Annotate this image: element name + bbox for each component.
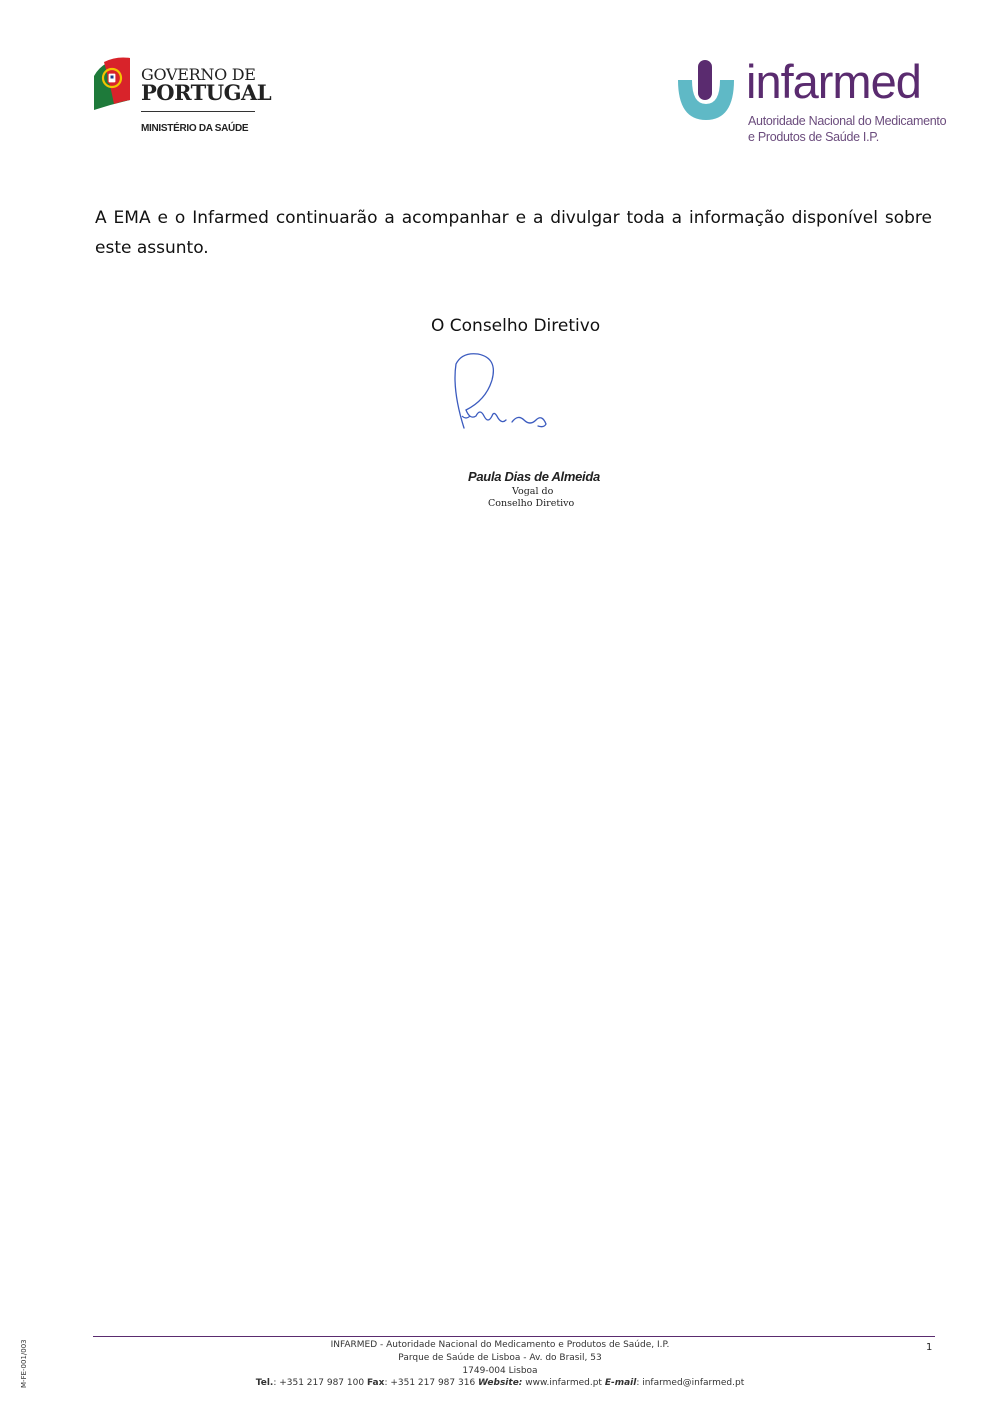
gov-logo-line1: GOVERNO DE bbox=[141, 65, 256, 84]
tel-value: : +351 217 987 100 bbox=[273, 1378, 365, 1388]
page-number: 1 bbox=[926, 1342, 933, 1353]
gov-logo-line2: PORTUGAL bbox=[141, 80, 272, 105]
body-paragraph: A EMA e o Infarmed continuarão a acompanhar e a divulgar toda a informação disponível sobre este assunto. bbox=[95, 208, 932, 258]
form-code: M-FE-001/003 bbox=[20, 1339, 28, 1388]
infarmed-logo-mark bbox=[676, 58, 736, 122]
footer-organization: INFARMED - Autoridade Nacional do Medicamento e Produtos de Saúde, I.P. bbox=[330, 1340, 670, 1350]
website-link[interactable]: www.infarmed.pt bbox=[522, 1378, 602, 1388]
fax-value: : +351 217 987 316 bbox=[384, 1378, 476, 1388]
footer-postcode: 1749-004 Lisboa bbox=[462, 1366, 538, 1376]
website-label: Website: bbox=[478, 1378, 523, 1388]
fax-label: Fax bbox=[366, 1378, 385, 1388]
footer-contacts bbox=[93, 1378, 907, 1388]
infarmed-logo-subtitle-1: Autoridade Nacional do Medicamento bbox=[748, 114, 947, 128]
gov-logo-ministry: MINISTÉRIO DA SAÚDE bbox=[141, 123, 249, 134]
infarmed-logo-subtitle-2: e Produtos de Saúde I.P. bbox=[748, 130, 879, 144]
email-label: E-mail bbox=[604, 1378, 637, 1388]
footer-address: Parque de Saúde de Lisboa - Av. do Brasil, 53 bbox=[398, 1353, 602, 1363]
footer-divider bbox=[93, 1336, 935, 1337]
gov-logo-divider bbox=[141, 111, 255, 112]
infarmed-logo-wordmark: infarmed bbox=[746, 55, 921, 108]
signatory-role-line2: Conselho Diretivo bbox=[488, 498, 575, 509]
signatory-role-line1: Vogal do bbox=[512, 486, 554, 497]
email-link[interactable]: : infarmed@infarmed.pt bbox=[636, 1378, 745, 1388]
tel-label: Tel. bbox=[255, 1378, 274, 1388]
handwritten-signature bbox=[448, 350, 552, 434]
signatory-name: Paula Dias de Almeida bbox=[468, 469, 600, 484]
closing-line: O Conselho Diretivo bbox=[431, 316, 601, 336]
